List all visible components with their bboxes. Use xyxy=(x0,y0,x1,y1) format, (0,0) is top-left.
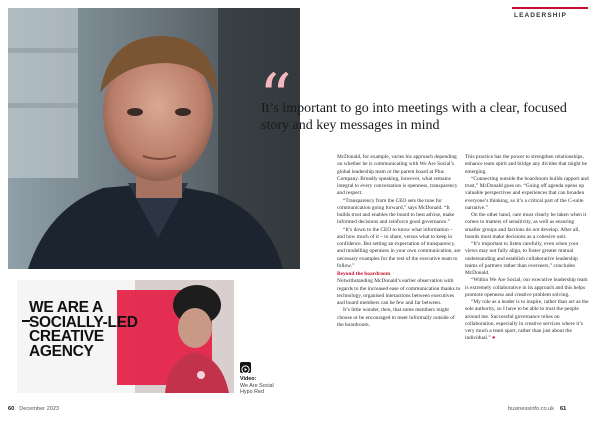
quote-marks-icon: “ xyxy=(259,61,292,135)
video-title-line: SOCIALLY-LED xyxy=(29,313,138,331)
caption-line: We Are Social xyxy=(240,382,274,389)
paragraph: “Within We Are Social, our executive leadership team is extremely collaborative in its approach and this helps promote openness and creative problem solving. xyxy=(465,277,588,298)
video-caption xyxy=(240,376,310,396)
section-rule xyxy=(512,7,588,9)
paragraph: “It’s important to listen carefully, even when your views may not fully align, to foster greater mutual understanding and establish collaborative leadership teams of partners rather than overseers,” concludes McDonald. xyxy=(465,241,579,276)
paragraph-text: “My role as a leader is to inspire, rather than act as the sole authority, so I have to be able to trust the people around me. Successful governance relies on collaboration, especially in creative services where it’s very much a team sport, rather than just about the individual.” xyxy=(465,299,589,342)
paragraph: This practice has the power to strengthen relationships, enhance team spirit and bridge any divides that might be emerging. xyxy=(465,154,588,175)
article-column-1 xyxy=(337,154,461,329)
portrait-photo xyxy=(8,8,300,269)
video-title xyxy=(29,301,189,359)
play-icon[interactable] xyxy=(240,362,251,373)
page-number: 60 xyxy=(8,406,15,412)
footer-right xyxy=(508,406,566,412)
section-label: LEADERSHIP xyxy=(514,12,567,19)
paragraph: “It’s down to the CEO to know what information – and how much of it – to share, versus what to keep in confidence. But setting an expectation of transparency, and modelling openness in your own communication, are necessary examples for the rest of the executive team to follow.” xyxy=(337,226,461,269)
paragraph: It’s little wonder, then, that some members might choose or be encouraged to meet informally outside of the boardroom. xyxy=(337,307,455,328)
caption-label: Video: xyxy=(240,376,257,382)
paragraph: “Connecting outside the boardroom builds rapport and trust,” McDonald goes on. “Going off agenda opens up valuable perspectives and experiences that can broaden everyone’s thinking, so it’s a critical part of the C-suite narrative.” xyxy=(465,175,589,211)
paragraph: “Transparency from the CEO sets the tone for communication going forward,” says McDonald. “It builds trust and enables the board to best advise, make informed decisions and reinforce good governance.” xyxy=(337,197,455,226)
page-number: 61 xyxy=(560,406,567,412)
video-title-line: CREATIVE xyxy=(29,328,104,345)
issue-date: December 2023 xyxy=(19,406,60,412)
article-column-2 xyxy=(465,154,589,343)
pull-quote: It’s important to go into meetings with a clear, focused story and key messages in mind xyxy=(261,101,567,133)
end-mark-icon: ● xyxy=(491,335,496,342)
paragraph: McDonald, for example, varies his approach depending on whether he is communicating with We Are Social’s global leadership team or the parent board at Plus Company. Broadly speaking, however, what remains integral to every conversation is openness, transparency and respect. xyxy=(337,154,458,197)
caption-line: Hypo Red xyxy=(240,389,264,395)
site-name: businessinfo.co.uk xyxy=(508,406,555,412)
paragraph-final xyxy=(465,299,589,343)
video-title-line: WE ARE A xyxy=(29,299,103,316)
video-title-line: AGENCY xyxy=(29,342,94,360)
paragraph: On the other hand, care must clearly be taken when it comes to matters of sensitivity, as well as ensuring smaller groups and factions do not develop. After all, boards must make decisions as a cohesive unit. xyxy=(465,212,587,240)
footer-left xyxy=(8,406,59,412)
subhead: Beyond the boardroom xyxy=(337,271,391,277)
paragraph: Notwithstanding McDonald’s earlier observation with regards to the increased ease of communication thanks to technology, organised interactions between executives and board members can be few and far between. xyxy=(337,278,461,306)
video-thumbnail[interactable] xyxy=(17,280,234,393)
